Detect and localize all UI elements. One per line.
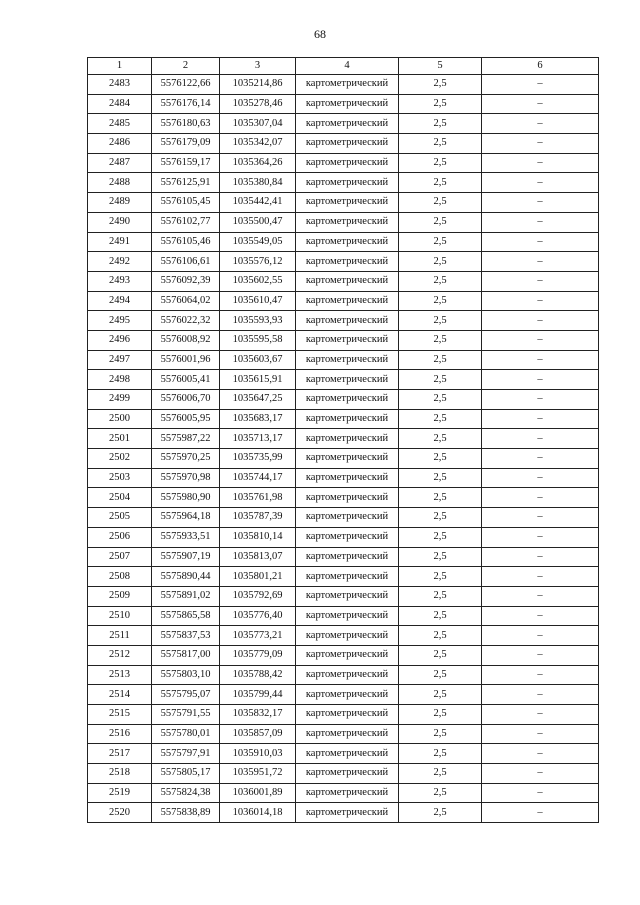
y-coordinate-cell: 1035801,21	[220, 567, 296, 587]
method-cell: картометрический	[296, 193, 399, 213]
note-cell: –	[482, 252, 599, 272]
table-row	[88, 488, 599, 508]
y-coordinate-cell: 1035364,26	[220, 153, 296, 173]
x-coordinate-cell: 5575797,91	[152, 744, 220, 764]
point-number-cell: 2486	[88, 134, 152, 154]
method-cell: картометрический	[296, 468, 399, 488]
y-coordinate-cell: 1035788,42	[220, 665, 296, 685]
method-cell: картометрический	[296, 685, 399, 705]
y-coordinate-cell: 1035773,21	[220, 626, 296, 646]
method-cell: картометрический	[296, 626, 399, 646]
x-coordinate-cell: 5575805,17	[152, 764, 220, 784]
note-cell: –	[482, 645, 599, 665]
method-cell: картометрический	[296, 429, 399, 449]
note-cell: –	[482, 626, 599, 646]
table-row	[88, 547, 599, 567]
point-number-cell: 2513	[88, 665, 152, 685]
point-number-cell: 2500	[88, 409, 152, 429]
y-coordinate-cell: 1035910,03	[220, 744, 296, 764]
x-coordinate-cell: 5575980,90	[152, 488, 220, 508]
accuracy-cell: 2,5	[399, 685, 482, 705]
table-row	[88, 153, 599, 173]
point-number-cell: 2487	[88, 153, 152, 173]
accuracy-cell: 2,5	[399, 783, 482, 803]
accuracy-cell: 2,5	[399, 764, 482, 784]
table-row	[88, 252, 599, 272]
x-coordinate-cell: 5576125,91	[152, 173, 220, 193]
point-number-cell: 2519	[88, 783, 152, 803]
point-number-cell: 2491	[88, 232, 152, 252]
y-coordinate-cell: 1035776,40	[220, 606, 296, 626]
point-number-cell: 2492	[88, 252, 152, 272]
x-coordinate-cell: 5576180,63	[152, 114, 220, 134]
note-cell: –	[482, 75, 599, 95]
method-cell: картометрический	[296, 527, 399, 547]
point-number-cell: 2484	[88, 94, 152, 114]
method-cell: картометрический	[296, 724, 399, 744]
note-cell: –	[482, 488, 599, 508]
note-cell: –	[482, 783, 599, 803]
accuracy-cell: 2,5	[399, 606, 482, 626]
x-coordinate-cell: 5576176,14	[152, 94, 220, 114]
method-cell: картометрический	[296, 744, 399, 764]
method-cell: картометрический	[296, 350, 399, 370]
y-coordinate-cell: 1035799,44	[220, 685, 296, 705]
x-coordinate-cell: 5575803,10	[152, 665, 220, 685]
method-cell: картометрический	[296, 665, 399, 685]
table-row	[88, 429, 599, 449]
accuracy-cell: 2,5	[399, 488, 482, 508]
x-coordinate-cell: 5576105,46	[152, 232, 220, 252]
accuracy-cell: 2,5	[399, 291, 482, 311]
y-coordinate-cell: 1035779,09	[220, 645, 296, 665]
point-number-cell: 2507	[88, 547, 152, 567]
note-cell: –	[482, 311, 599, 331]
accuracy-cell: 2,5	[399, 724, 482, 744]
x-coordinate-cell: 5576105,45	[152, 193, 220, 213]
table-header-row	[88, 58, 599, 75]
x-coordinate-cell: 5575933,51	[152, 527, 220, 547]
accuracy-cell: 2,5	[399, 705, 482, 725]
method-cell: картометрический	[296, 370, 399, 390]
y-coordinate-cell: 1036001,89	[220, 783, 296, 803]
accuracy-cell: 2,5	[399, 114, 482, 134]
y-coordinate-cell: 1035278,46	[220, 94, 296, 114]
point-number-cell: 2493	[88, 271, 152, 291]
y-coordinate-cell: 1035683,17	[220, 409, 296, 429]
column-header: 6	[482, 58, 599, 75]
method-cell: картометрический	[296, 705, 399, 725]
accuracy-cell: 2,5	[399, 350, 482, 370]
method-cell: картометрический	[296, 153, 399, 173]
note-cell: –	[482, 764, 599, 784]
x-coordinate-cell: 5575838,89	[152, 803, 220, 823]
method-cell: картометрический	[296, 547, 399, 567]
method-cell: картометрический	[296, 94, 399, 114]
method-cell: картометрический	[296, 606, 399, 626]
note-cell: –	[482, 468, 599, 488]
method-cell: картометрический	[296, 508, 399, 528]
table-row	[88, 350, 599, 370]
point-number-cell: 2489	[88, 193, 152, 213]
accuracy-cell: 2,5	[399, 527, 482, 547]
y-coordinate-cell: 1035713,17	[220, 429, 296, 449]
point-number-cell: 2516	[88, 724, 152, 744]
y-coordinate-cell: 1035744,17	[220, 468, 296, 488]
y-coordinate-cell: 1035593,93	[220, 311, 296, 331]
point-number-cell: 2501	[88, 429, 152, 449]
x-coordinate-cell: 5575891,02	[152, 586, 220, 606]
accuracy-cell: 2,5	[399, 586, 482, 606]
point-number-cell: 2508	[88, 567, 152, 587]
table-row	[88, 586, 599, 606]
point-number-cell: 2483	[88, 75, 152, 95]
method-cell: картометрический	[296, 212, 399, 232]
method-cell: картометрический	[296, 390, 399, 410]
note-cell: –	[482, 449, 599, 469]
note-cell: –	[482, 212, 599, 232]
table-row	[88, 114, 599, 134]
y-coordinate-cell: 1035595,58	[220, 330, 296, 350]
note-cell: –	[482, 606, 599, 626]
x-coordinate-cell: 5576005,41	[152, 370, 220, 390]
point-number-cell: 2520	[88, 803, 152, 823]
table-row	[88, 449, 599, 469]
method-cell: картометрический	[296, 271, 399, 291]
table-row	[88, 665, 599, 685]
accuracy-cell: 2,5	[399, 330, 482, 350]
accuracy-cell: 2,5	[399, 409, 482, 429]
x-coordinate-cell: 5576022,32	[152, 311, 220, 331]
x-coordinate-cell: 5575837,53	[152, 626, 220, 646]
table-row	[88, 744, 599, 764]
point-number-cell: 2496	[88, 330, 152, 350]
coordinates-table	[87, 57, 599, 823]
accuracy-cell: 2,5	[399, 626, 482, 646]
y-coordinate-cell: 1035951,72	[220, 764, 296, 784]
x-coordinate-cell: 5576106,61	[152, 252, 220, 272]
x-coordinate-cell: 5575817,00	[152, 645, 220, 665]
method-cell: картометрический	[296, 232, 399, 252]
y-coordinate-cell: 1035647,25	[220, 390, 296, 410]
table-row	[88, 724, 599, 744]
y-coordinate-cell: 1035792,69	[220, 586, 296, 606]
table-row	[88, 685, 599, 705]
y-coordinate-cell: 1035615,91	[220, 370, 296, 390]
point-number-cell: 2512	[88, 645, 152, 665]
table-row	[88, 508, 599, 528]
accuracy-cell: 2,5	[399, 803, 482, 823]
table-row	[88, 173, 599, 193]
x-coordinate-cell: 5575865,58	[152, 606, 220, 626]
y-coordinate-cell: 1035810,14	[220, 527, 296, 547]
method-cell: картометрический	[296, 330, 399, 350]
x-coordinate-cell: 5575795,07	[152, 685, 220, 705]
column-header: 4	[296, 58, 399, 75]
table-row	[88, 409, 599, 429]
point-number-cell: 2499	[88, 390, 152, 410]
x-coordinate-cell: 5576008,92	[152, 330, 220, 350]
table-row	[88, 330, 599, 350]
table-row	[88, 311, 599, 331]
y-coordinate-cell: 1035735,99	[220, 449, 296, 469]
point-number-cell: 2505	[88, 508, 152, 528]
note-cell: –	[482, 153, 599, 173]
note-cell: –	[482, 508, 599, 528]
note-cell: –	[482, 291, 599, 311]
note-cell: –	[482, 94, 599, 114]
x-coordinate-cell: 5576179,09	[152, 134, 220, 154]
accuracy-cell: 2,5	[399, 390, 482, 410]
table-row	[88, 390, 599, 410]
method-cell: картометрический	[296, 291, 399, 311]
accuracy-cell: 2,5	[399, 75, 482, 95]
point-number-cell: 2488	[88, 173, 152, 193]
accuracy-cell: 2,5	[399, 468, 482, 488]
y-coordinate-cell: 1035442,41	[220, 193, 296, 213]
note-cell: –	[482, 193, 599, 213]
accuracy-cell: 2,5	[399, 429, 482, 449]
note-cell: –	[482, 370, 599, 390]
accuracy-cell: 2,5	[399, 665, 482, 685]
note-cell: –	[482, 271, 599, 291]
x-coordinate-cell: 5575970,25	[152, 449, 220, 469]
point-number-cell: 2510	[88, 606, 152, 626]
note-cell: –	[482, 409, 599, 429]
y-coordinate-cell: 1035307,04	[220, 114, 296, 134]
accuracy-cell: 2,5	[399, 567, 482, 587]
column-header: 5	[399, 58, 482, 75]
x-coordinate-cell: 5576092,39	[152, 271, 220, 291]
note-cell: –	[482, 390, 599, 410]
method-cell: картометрический	[296, 803, 399, 823]
y-coordinate-cell: 1036014,18	[220, 803, 296, 823]
page-number: 68	[314, 27, 326, 41]
accuracy-cell: 2,5	[399, 193, 482, 213]
point-number-cell: 2498	[88, 370, 152, 390]
method-cell: картометрический	[296, 645, 399, 665]
x-coordinate-cell: 5576159,17	[152, 153, 220, 173]
note-cell: –	[482, 232, 599, 252]
point-number-cell: 2509	[88, 586, 152, 606]
y-coordinate-cell: 1035603,67	[220, 350, 296, 370]
note-cell: –	[482, 173, 599, 193]
point-number-cell: 2503	[88, 468, 152, 488]
accuracy-cell: 2,5	[399, 547, 482, 567]
x-coordinate-cell: 5576006,70	[152, 390, 220, 410]
table-row	[88, 567, 599, 587]
note-cell: –	[482, 803, 599, 823]
table-row	[88, 705, 599, 725]
table-row	[88, 193, 599, 213]
table-row	[88, 626, 599, 646]
method-cell: картометрический	[296, 311, 399, 331]
x-coordinate-cell: 5576001,96	[152, 350, 220, 370]
accuracy-cell: 2,5	[399, 744, 482, 764]
table-row	[88, 291, 599, 311]
note-cell: –	[482, 527, 599, 547]
point-number-cell: 2494	[88, 291, 152, 311]
accuracy-cell: 2,5	[399, 232, 482, 252]
y-coordinate-cell: 1035857,09	[220, 724, 296, 744]
x-coordinate-cell: 5576005,95	[152, 409, 220, 429]
point-number-cell: 2502	[88, 449, 152, 469]
method-cell: картометрический	[296, 488, 399, 508]
x-coordinate-cell: 5575824,38	[152, 783, 220, 803]
x-coordinate-cell: 5575890,44	[152, 567, 220, 587]
point-number-cell: 2518	[88, 764, 152, 784]
point-number-cell: 2490	[88, 212, 152, 232]
y-coordinate-cell: 1035214,86	[220, 75, 296, 95]
point-number-cell: 2511	[88, 626, 152, 646]
x-coordinate-cell: 5575780,01	[152, 724, 220, 744]
y-coordinate-cell: 1035610,47	[220, 291, 296, 311]
table-row	[88, 606, 599, 626]
method-cell: картометрический	[296, 114, 399, 134]
table-row	[88, 645, 599, 665]
note-cell: –	[482, 685, 599, 705]
point-number-cell: 2517	[88, 744, 152, 764]
note-cell: –	[482, 567, 599, 587]
accuracy-cell: 2,5	[399, 134, 482, 154]
method-cell: картометрический	[296, 783, 399, 803]
note-cell: –	[482, 114, 599, 134]
x-coordinate-cell: 5575907,19	[152, 547, 220, 567]
column-header: 3	[220, 58, 296, 75]
table-row	[88, 527, 599, 547]
accuracy-cell: 2,5	[399, 449, 482, 469]
x-coordinate-cell: 5575970,98	[152, 468, 220, 488]
method-cell: картометрический	[296, 75, 399, 95]
note-cell: –	[482, 665, 599, 685]
table-row	[88, 803, 599, 823]
table-row	[88, 212, 599, 232]
note-cell: –	[482, 586, 599, 606]
table-row	[88, 783, 599, 803]
y-coordinate-cell: 1035761,98	[220, 488, 296, 508]
method-cell: картометрический	[296, 449, 399, 469]
point-number-cell: 2504	[88, 488, 152, 508]
point-number-cell: 2506	[88, 527, 152, 547]
note-cell: –	[482, 705, 599, 725]
x-coordinate-cell: 5576122,66	[152, 75, 220, 95]
accuracy-cell: 2,5	[399, 94, 482, 114]
table-row	[88, 370, 599, 390]
table-row	[88, 94, 599, 114]
point-number-cell: 2514	[88, 685, 152, 705]
accuracy-cell: 2,5	[399, 645, 482, 665]
method-cell: картометрический	[296, 764, 399, 784]
column-header: 2	[152, 58, 220, 75]
column-header: 1	[88, 58, 152, 75]
method-cell: картометрический	[296, 252, 399, 272]
point-number-cell: 2515	[88, 705, 152, 725]
y-coordinate-cell: 1035832,17	[220, 705, 296, 725]
x-coordinate-cell: 5575987,22	[152, 429, 220, 449]
note-cell: –	[482, 330, 599, 350]
accuracy-cell: 2,5	[399, 173, 482, 193]
point-number-cell: 2497	[88, 350, 152, 370]
y-coordinate-cell: 1035602,55	[220, 271, 296, 291]
method-cell: картометрический	[296, 134, 399, 154]
method-cell: картометрический	[296, 567, 399, 587]
accuracy-cell: 2,5	[399, 508, 482, 528]
y-coordinate-cell: 1035342,07	[220, 134, 296, 154]
table-row	[88, 468, 599, 488]
note-cell: –	[482, 547, 599, 567]
method-cell: картометрический	[296, 409, 399, 429]
x-coordinate-cell: 5576102,77	[152, 212, 220, 232]
note-cell: –	[482, 134, 599, 154]
point-number-cell: 2485	[88, 114, 152, 134]
note-cell: –	[482, 724, 599, 744]
y-coordinate-cell: 1035576,12	[220, 252, 296, 272]
note-cell: –	[482, 744, 599, 764]
x-coordinate-cell: 5575964,18	[152, 508, 220, 528]
table-row	[88, 271, 599, 291]
method-cell: картометрический	[296, 586, 399, 606]
table-row	[88, 75, 599, 95]
y-coordinate-cell: 1035500,47	[220, 212, 296, 232]
table-row	[88, 232, 599, 252]
note-cell: –	[482, 350, 599, 370]
x-coordinate-cell: 5575791,55	[152, 705, 220, 725]
accuracy-cell: 2,5	[399, 370, 482, 390]
y-coordinate-cell: 1035380,84	[220, 173, 296, 193]
accuracy-cell: 2,5	[399, 212, 482, 232]
method-cell: картометрический	[296, 173, 399, 193]
table-row	[88, 134, 599, 154]
note-cell: –	[482, 429, 599, 449]
point-number-cell: 2495	[88, 311, 152, 331]
table-row	[88, 764, 599, 784]
accuracy-cell: 2,5	[399, 271, 482, 291]
accuracy-cell: 2,5	[399, 153, 482, 173]
x-coordinate-cell: 5576064,02	[152, 291, 220, 311]
y-coordinate-cell: 1035787,39	[220, 508, 296, 528]
y-coordinate-cell: 1035549,05	[220, 232, 296, 252]
accuracy-cell: 2,5	[399, 252, 482, 272]
y-coordinate-cell: 1035813,07	[220, 547, 296, 567]
accuracy-cell: 2,5	[399, 311, 482, 331]
table-body	[88, 75, 599, 823]
